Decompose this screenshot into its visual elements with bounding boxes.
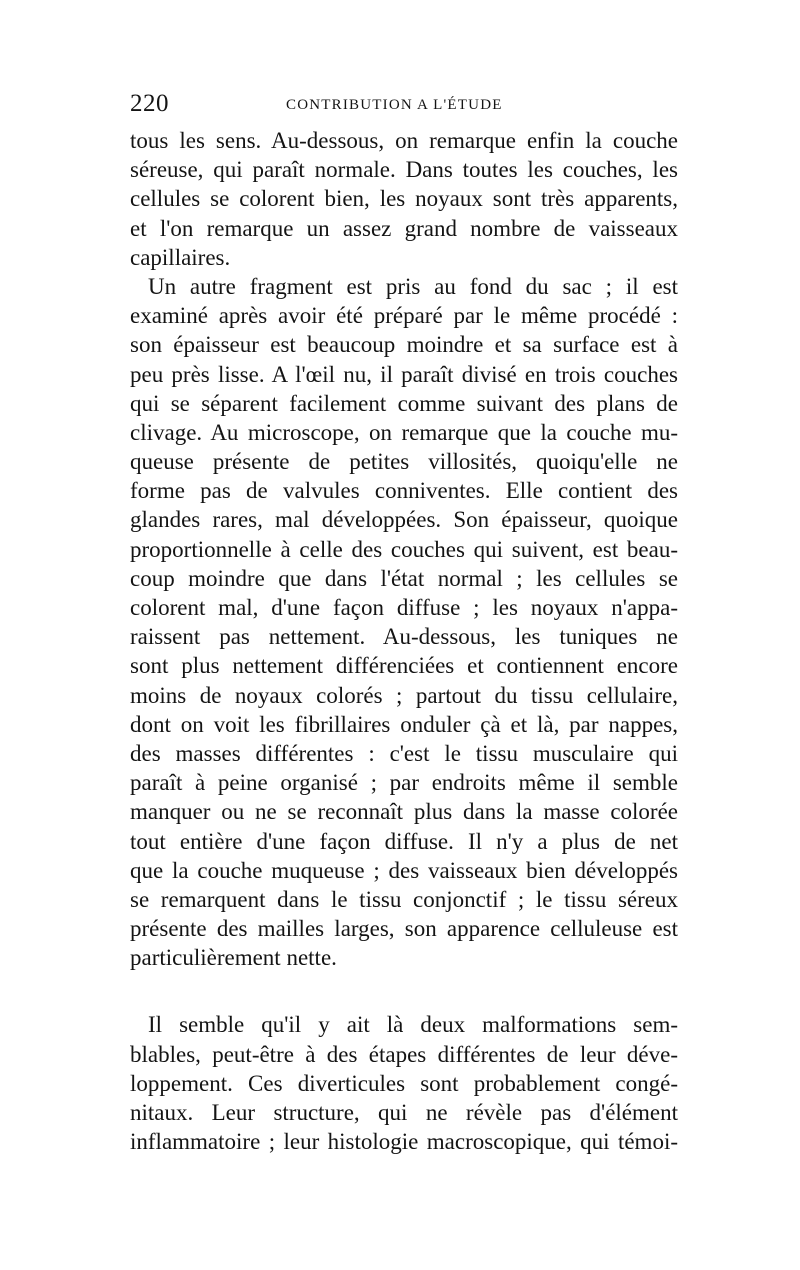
text-line: séreuse, qui paraît normale. Dans toutes les couches, les (130, 157, 678, 183)
text-line: paraît à peine organisé ; par endroits même il semble (130, 770, 678, 796)
text-line: et l'on remarque un assez grand nombre de vaisseaux (130, 215, 678, 241)
text-line: loppement. Ces diverticules sont probablement congé- (130, 1070, 678, 1096)
text-line: proportionnelle à celle des couches qui suivent, est beau- (130, 536, 678, 562)
body-text (130, 126, 678, 1156)
text-line: Il semble qu'il y ait là deux malformations sem- (148, 1012, 678, 1038)
paragraph-spacer (130, 972, 678, 1010)
running-head (130, 90, 678, 120)
text-line: queuse présente de petites villosités, quoiqu'elle ne (130, 449, 678, 475)
text-line: se remarquent dans le tissu conjonctif ; le tissu séreux (130, 886, 678, 912)
text-line: examiné après avoir été préparé par le même procédé : (130, 303, 678, 329)
text-line: cellules se colorent bien, les noyaux sont très apparents, (130, 186, 678, 212)
text-line: inflammatoire ; leur histologie macroscopique, qui témoi- (130, 1129, 678, 1155)
text-line: qui se séparent facilement comme suivant des plans de (130, 390, 678, 416)
text-line: raissent pas nettement. Au-dessous, les tuniques ne (130, 624, 678, 650)
text-line: particulièrement nette. (130, 945, 337, 971)
text-line: colorent mal, d'une façon diffuse ; les noyaux n'appa- (130, 595, 678, 620)
text-line: capillaires. (130, 244, 231, 270)
text-line: tout entière d'une façon diffuse. Il n'y a plus de net (130, 828, 678, 854)
paragraph-3 (130, 1010, 678, 1156)
text-line: manquer ou ne se reconnaît plus dans la masse colorée (130, 799, 678, 825)
text-line: des masses différentes : c'est le tissu musculaire qui (130, 740, 678, 766)
running-title: CONTRIBUTION A L'ÉTUDE (286, 97, 503, 113)
text-line: Un autre fragment est pris au fond du sac ; il est (148, 273, 678, 299)
page-number: 220 (130, 90, 169, 117)
text-line: blables, peut-être à des étapes différentes de leur déve- (130, 1041, 678, 1067)
text-line: glandes rares, mal développées. Son épaisseur, quoique (130, 507, 678, 533)
text-line: son épaisseur est beaucoup moindre et sa surface est à (130, 332, 678, 358)
text-line: présente des mailles larges, son apparence celluleuse est (130, 916, 678, 942)
paragraph-2 (130, 272, 678, 973)
text-line: que la couche muqueuse ; des vaisseaux bien développés (130, 857, 678, 883)
text-line: clivage. Au microscope, on remarque que la couche mu- (130, 419, 678, 445)
text-line: moins de noyaux colorés ; partout du tissu cellulaire, (130, 682, 678, 708)
text-line: sont plus nettement différenciées et contiennent encore (130, 653, 678, 679)
paragraph-1 (130, 126, 678, 272)
text-line: peu près lisse. A l'œil nu, il paraît divisé en trois couches (130, 361, 678, 387)
text-line: tous les sens. Au-dessous, on remarque enfin la couche (130, 128, 678, 153)
text-line: coup moindre que dans l'état normal ; les cellules se (130, 565, 678, 591)
text-line: forme pas de valvules conniventes. Elle contient des (130, 478, 678, 504)
text-line: nitaux. Leur structure, qui ne révèle pas d'élément (130, 1100, 678, 1125)
text-line: dont on voit les fibrillaires onduler çà et là, par nappes, (130, 711, 678, 737)
